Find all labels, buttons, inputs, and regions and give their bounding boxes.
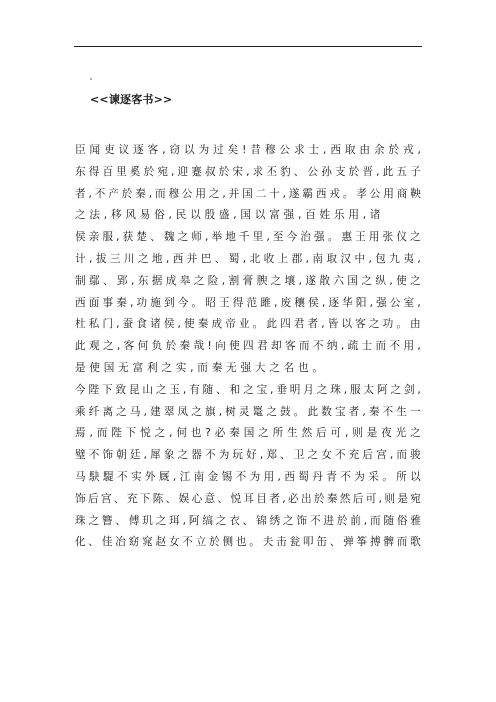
text-line: 是 使 国 无 富 利 之 实 , 而 秦 无 强 大 之 名 也 。	[75, 361, 324, 374]
text-line: 化 、 佳 冶 窈 窕 赵 女 不 立 於 侧 也 。 夫 击 瓮 叩 缶 、 弹 筝 搏 髀 而 歌	[75, 536, 421, 549]
document-title: <<谏逐客书>>	[90, 93, 173, 106]
text-line: 臣 闻 吏 议 逐 客 , 窃 以 为 过 矣 ! 昔 穆 公 求 士 , 西 取 由 余 於 戎 ,	[75, 144, 421, 156]
text-line: 计 , 拔 三 川 之 地 , 西 并 巴 、 蜀 , 北 收 上 郡 , 南 取 汉 中 , 包 九 夷 ,	[75, 252, 421, 265]
text-line: 东 得 百 里 奚 於 宛 , 迎 蹇 叔 於 宋 , 求 丕 豹 、 公 孙 支 於 晋 , 此 五 子	[75, 165, 421, 178]
text-line: 制 鄢 、 郢 , 东 据 成 皋 之 险 , 割 膏 腴 之 壤 , 遂 散 六 国 之 纵 , 使 之	[75, 274, 421, 287]
text-line: 今 陛 下 致 昆 山 之 玉 , 有 随 、 和 之 宝 , 垂 明 月 之 珠 , 服 太 阿 之 剑 ,	[75, 383, 421, 396]
text-line: 杜 私 门 , 蚕 食 诸 侯 , 使 秦 成 帝 业 。 此 四 君 者 , 皆 以 客 之 功 。 由	[75, 318, 421, 331]
text-line: 珠 之 簪 、 傅 玑 之 珥 , 阿 缟 之 衣 、 锦 绣 之 饰 不 进 於 前 , 而 随 俗 雅	[75, 514, 421, 527]
text-line: 西 面 事 秦 , 功 施 到 今 。 昭 王 得 范 雎 , 废 穰 侯 , 逐 华 阳 , 强 公 室 ,	[75, 296, 421, 309]
text-line: 马 駃 騠 不 实 外 厩 , 江 南 金 锡 不 为 用 , 西 蜀 丹 青 不 为 采 。 所 以	[75, 470, 421, 483]
text-line: 者 , 不 产 於 秦 , 而 穆 公 用 之 , 并 国 二 十 , 遂 霸 西 戎 。 孝 公 用 商 鞅	[75, 187, 421, 200]
text-line: 此 观 之 , 客 何 负 於 秦 哉 ! 向 使 四 君 却 客 而 不 纳 , 疏 士 而 不 用 ,	[75, 340, 421, 353]
text-line: 之 法 , 移 风 易 俗 , 民 以 殷 盛 , 国 以 富 强 , 百 姓 乐 用 , 诸	[75, 209, 381, 222]
text-line: 璧 不 饰 朝 廷 , 犀 象 之 器 不 为 玩 好 , 郑 、 卫 之 女 不 充 后 宫 , 而 骏	[75, 449, 421, 462]
document-body	[75, 140, 421, 554]
text-line: 焉 , 而 陛 下 悦 之 , 何 也 ? 必 秦 国 之 所 生 然 后 可 , 则 是 夜 光 之	[75, 427, 421, 440]
text-line: 侯 亲 服 , 获 楚 、 魏 之 师 , 举 地 千 里 , 至 今 治 强 。 惠 王 用 张 仪 之	[75, 231, 421, 244]
text-line: 饰 后 宫 、 充 下 陈 、 娱 心 意 、 悦 耳 目 者 , 必 出 於 秦 然 后 可 , 则 是 宛	[75, 492, 421, 505]
text-line: 乘 纤 离 之 马 , 建 翠 凤 之 旗 , 树 灵 鼍 之 鼓 。 此 数 宝 者 , 秦 不 生 一	[75, 405, 421, 418]
header-rule	[74, 46, 422, 47]
bullet-dot	[90, 78, 92, 80]
